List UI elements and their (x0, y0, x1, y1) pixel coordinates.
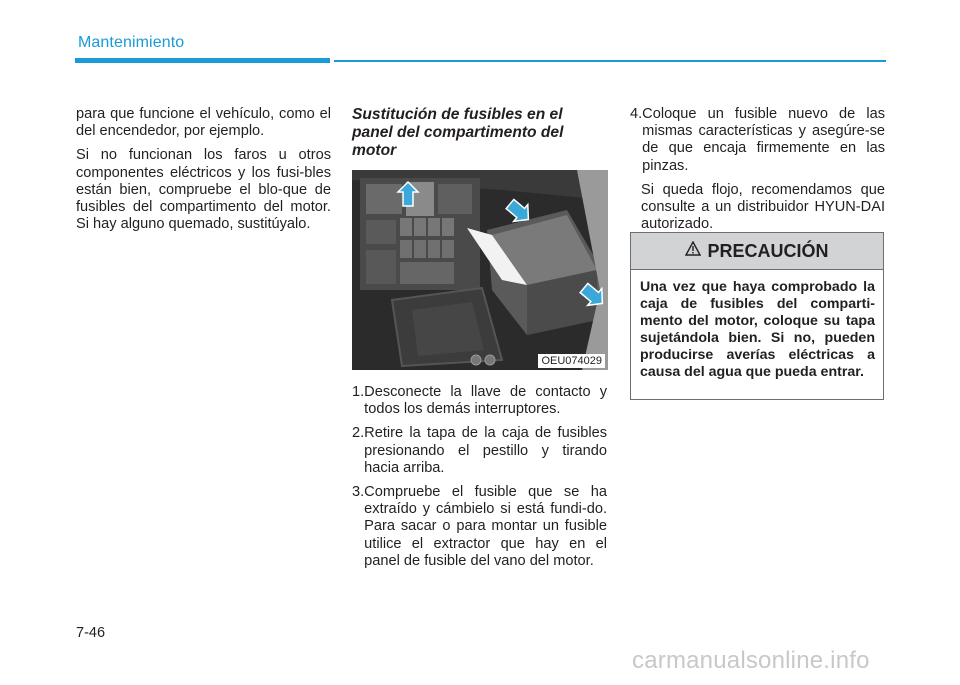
header-rule-thick (75, 58, 330, 63)
caution-text: Una vez que haya comprobado la caja de fusibles del comparti-mento del motor, coloque su tapa sujetándola bien. Si no, pueden producirse averías eléctricas a causa del agua que pueda entrar. (640, 279, 875, 380)
caution-header (631, 233, 883, 270)
step-number: 3. (352, 484, 365, 501)
step-item (630, 106, 885, 175)
step-number: 1. (352, 384, 365, 400)
step-item (352, 384, 607, 418)
caution-box (630, 232, 884, 400)
section-title: Mantenimiento (78, 34, 185, 51)
engine-compartment-illustration (352, 170, 608, 370)
caution-title: PRECAUCIÓN (707, 240, 829, 261)
column-left (76, 106, 331, 240)
step-text: Coloque un fusible nuevo de las mismas características y asegúre-se de que encaja firmemente en las pinzas. (642, 106, 885, 174)
section-heading: Sustitución de fusibles en el panel del compartimento del motor (352, 106, 564, 159)
step-item (352, 425, 607, 477)
step-text: Compruebe el fusible que se ha extraído y cámbielo si está fundi-do. Para sacar o para montar un fusible utilice el extractor que hay en el panel de fusible del vano del motor. (364, 484, 607, 569)
paragraph: para que funcione el vehículo, como el del encendedor, por ejemplo. (76, 106, 331, 140)
step-note: Si queda flojo, recomendamos que consulte a un distribuidor HYUN-DAI autorizado. (641, 181, 885, 233)
header-rule-thin (334, 60, 886, 62)
step-number: 4. (630, 106, 643, 122)
fuse-box-photo (352, 170, 608, 370)
image-code: OEU074029 (538, 354, 605, 368)
step-item (352, 484, 607, 570)
step-number: 2. (352, 425, 365, 442)
warning-triangle-icon (685, 241, 701, 261)
page-number: 7-46 (76, 625, 106, 641)
column-middle (352, 106, 607, 577)
paragraph: Si no funcionan los faros u otros componentes eléctricos y los fusi-bles están bien, compruebe el blo-que de fusibles del compartimento del motor. Si hay alguno quemado, sustitúyalo. (76, 147, 331, 233)
watermark: carmanualsonline.info (632, 647, 870, 674)
step-text: Retire la tapa de la caja de fusibles presionando el pestillo y tirando hacia arriba. (364, 425, 607, 476)
column-right (630, 106, 885, 240)
step-text: Desconecte la llave de contacto y todos los demás interruptores. (364, 384, 607, 418)
